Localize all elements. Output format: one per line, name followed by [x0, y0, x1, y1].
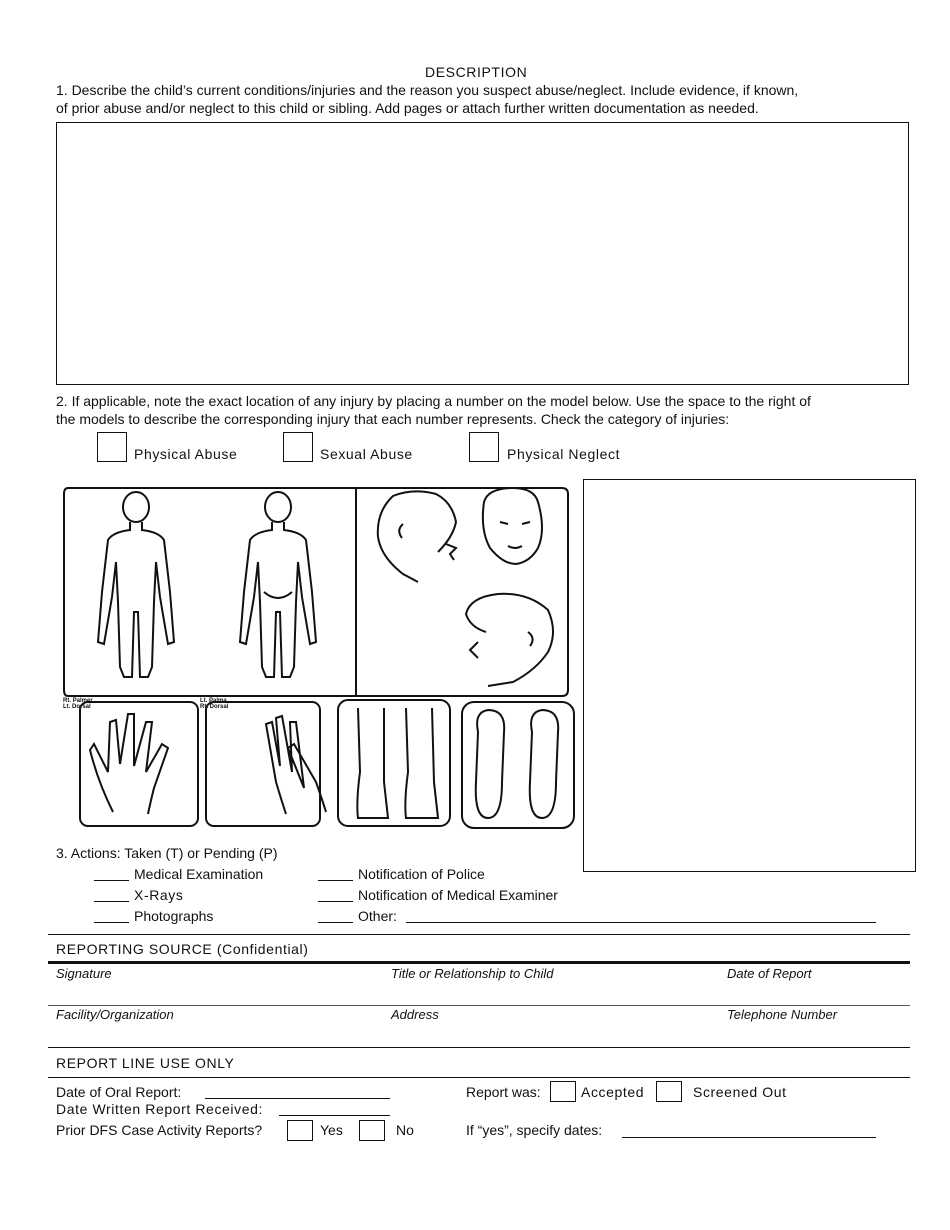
action-label-notification-police: Notification of Police: [358, 866, 485, 882]
foot-right-front: [405, 708, 438, 818]
label-physical-neglect: Physical Neglect: [507, 446, 621, 462]
action-label-other: Other:: [358, 908, 397, 924]
label-report-was: Report was:: [466, 1084, 541, 1100]
action-label-photographs: Photographs: [134, 908, 214, 924]
divider-reporting-header: [48, 961, 910, 964]
head-profile-left: [378, 491, 456, 582]
checkbox-physical-abuse[interactable]: [97, 432, 127, 462]
foot-left-front: [357, 708, 388, 818]
divider-reporting-top: [48, 934, 910, 935]
question-2-line-1: 2. If applicable, note the exact location of any injury by placing a number on the model below. Use the space to the right of: [56, 393, 811, 409]
sole-right: [530, 710, 558, 818]
label-accepted: Accepted: [581, 1084, 645, 1100]
action-blank-other[interactable]: [318, 922, 353, 923]
field-facility-label: Facility/Organization: [56, 1007, 174, 1022]
label-prior-dfs: Prior DFS Case Activity Reports?: [56, 1122, 263, 1138]
other-specify-line[interactable]: [406, 922, 876, 923]
checkbox-screened-out[interactable]: [656, 1081, 682, 1102]
action-label-medical-examination: Medical Examination: [134, 866, 264, 882]
section-title-description: DESCRIPTION: [425, 64, 528, 80]
field-signature-label: Signature: [56, 966, 112, 981]
field-title-relationship-label: Title or Relationship to Child: [391, 966, 554, 981]
field-date-of-report-label: Date of Report: [727, 966, 812, 981]
body-diagram[interactable]: [58, 482, 580, 832]
head-front: [483, 488, 542, 564]
section-title-reporting-source: REPORTING SOURCE (Confidential): [56, 941, 309, 957]
action-blank-notification-medical-examiner[interactable]: [318, 901, 353, 902]
hand-label-right: Lt. Palma Rt. Dorsal: [200, 698, 229, 710]
body-front-figure: [98, 492, 174, 677]
checkbox-physical-neglect[interactable]: [469, 432, 499, 462]
action-blank-medical-examination[interactable]: [94, 880, 129, 881]
action-blank-notification-police[interactable]: [318, 880, 353, 881]
hand-right-palmar: [90, 714, 168, 814]
label-physical-abuse: Physical Abuse: [134, 446, 238, 462]
checkbox-prior-no[interactable]: [359, 1120, 385, 1141]
hand-left-palmar: [266, 716, 326, 814]
hand-label-left: Rt. Palmer Lt. Dorsal: [63, 698, 93, 710]
actions-title: 3. Actions: Taken (T) or Pending (P): [56, 845, 278, 861]
checkbox-accepted[interactable]: [550, 1081, 576, 1102]
injury-description-box[interactable]: [583, 479, 916, 872]
head-profile-right: [466, 594, 553, 686]
divider-report-line-header: [48, 1077, 910, 1078]
input-if-yes-dates[interactable]: [622, 1137, 876, 1138]
label-prior-no: No: [396, 1122, 414, 1138]
field-address-label: Address: [391, 1007, 439, 1022]
question-2-line-2: the models to describe the corresponding injury that each number represents. Check the category of injuries:: [56, 411, 730, 427]
input-date-written-report[interactable]: [279, 1115, 390, 1116]
sole-left: [476, 710, 504, 818]
label-if-yes-dates: If “yes”, specify dates:: [466, 1122, 603, 1138]
action-label-x-rays: X-Rays: [134, 887, 184, 903]
divider-reporting-row: [48, 1005, 910, 1006]
input-date-oral-report[interactable]: [205, 1098, 390, 1099]
label-screened-out: Screened Out: [693, 1084, 787, 1100]
description-textbox[interactable]: [56, 122, 909, 385]
label-prior-yes: Yes: [320, 1122, 343, 1138]
label-date-written-report: Date Written Report Received:: [56, 1101, 264, 1117]
action-blank-photographs[interactable]: [94, 922, 129, 923]
label-sexual-abuse: Sexual Abuse: [320, 446, 413, 462]
checkbox-sexual-abuse[interactable]: [283, 432, 313, 462]
divider-report-line-top: [48, 1047, 910, 1048]
body-back-figure: [240, 492, 316, 677]
action-blank-x-rays[interactable]: [94, 901, 129, 902]
field-telephone-label: Telephone Number: [727, 1007, 838, 1022]
question-1-line-2: of prior abuse and/or neglect to this child or sibling. Add pages or attach further written documentation as needed.: [56, 100, 759, 116]
label-date-oral-report: Date of Oral Report:: [56, 1084, 182, 1100]
checkbox-prior-yes[interactable]: [287, 1120, 313, 1141]
section-title-report-line: REPORT LINE USE ONLY: [56, 1055, 235, 1071]
question-1-line-1: 1. Describe the child’s current conditions/injuries and the reason you suspect abuse/neglect. Include evidence, if known,: [56, 82, 799, 98]
action-label-notification-medical-examiner: Notification of Medical Examiner: [358, 887, 558, 903]
